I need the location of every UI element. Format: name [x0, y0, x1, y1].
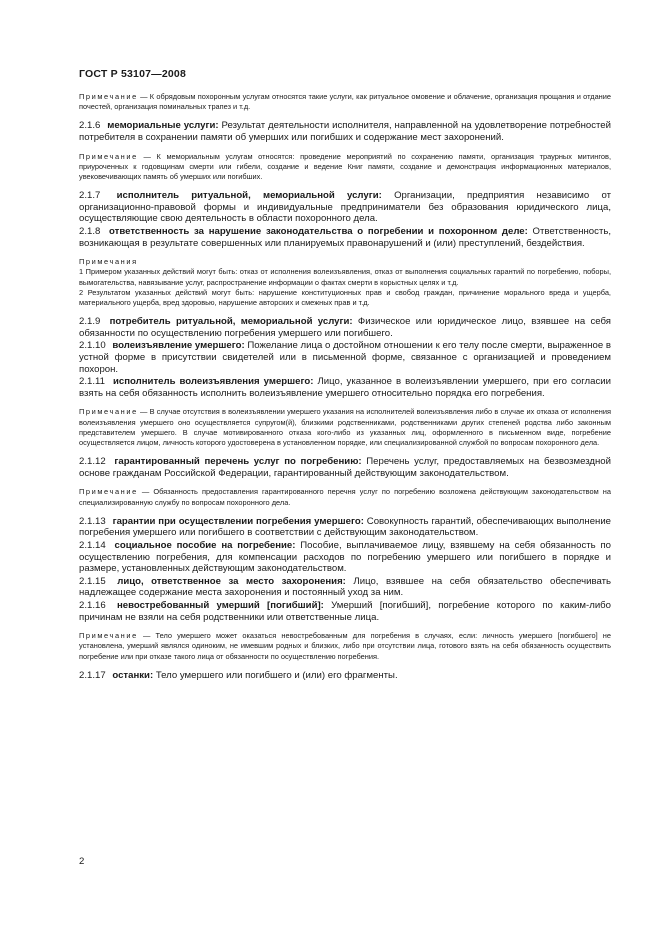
term: останки: [112, 669, 154, 681]
term: ответственность за нарушение законодательства о погребении и похоронном деле: [109, 225, 528, 237]
page-number: 2 [79, 856, 85, 867]
note-4: Примечание — В случае отсутствия в волеизъявлении умершего указания на исполнителей волеизъявления либо в случае их отказа от исполнения волеизъявления умершего оно осуществляется супругом(й), близкими родственниками, родственниками других степеней родства либо законным представителем умершего. В случае мотивированного отказа кого-либо из указанных лиц, оформленного в письменном виде, погребение осуществляется лицом, личность которого удостоверена в установленном порядке, или специализированной службой по вопросам похоронного дела. [79, 407, 611, 447]
definition-2-1-17: 2.1.17 останки: Тело умершего или погибшего и (или) его фрагменты. [79, 669, 398, 681]
term: гарантии при осуществлении погребения умершего: [112, 515, 364, 527]
note-6: Примечание — Тело умершего может оказаться невостребованным для погребения в случаях, если: личность умершего [погибшего] не установлена, умерший являлся одиноким, не имевшим родных и близких, либо при отсутствии лица, готового взять на себя обязанность осуществить погребение или при отказе такого лица от обязанности по осуществлению погребения. [79, 631, 612, 661]
definition-2-1-9: 2.1.9 потребитель ритуальной, мемориальной услуги: Физическое или юридическое лицо, взявшее на себя обязанности по осуществлению погребения умершего или погибшего. [79, 316, 611, 339]
term: исполнитель волеизъявления умершего: [113, 376, 314, 388]
definition-2-1-12: 2.1.12 гарантированный перечень услуг по погребению: Перечень услуг, предоставляемых на безвозмездной основе гражданам Российской Федерации, гарантированный действующим законодательством. [79, 456, 611, 479]
note-item-2: 2 Результатом указанных действий могут быть: нарушение конституционных прав и свобод граждан, причинение морального вреда и ущерба, материального ущерба, вред здоровью, нарушение авторских и смежных прав и т.д. [79, 287, 611, 307]
definition-2-1-13: 2.1.13 гарантии при осуществлении погребения умершего: Совокупность гарантий, обеспечивающих выполнение погребения умершего или погибшего в соответствии с действующим законодательством. [79, 515, 612, 539]
document-body [79, 92, 611, 682]
definition-2-1-6: 2.1.6 мемориальные услуги: Результат деятельности исполнителя, направленной на удовлетворение потребностей потребителя в сохранении памяти об умерших или погибших и содержание мест захоронений. [79, 120, 612, 143]
note-2: Примечание — К мемориальным услугам относятся: проведение мероприятий по сохранению памяти, организация траурных митингов, приуроченных к годовщинам смерти или гибели, создание и ведение Книг памяти, создание и демонстрация информационных материалов, увековечивающих память об умерших или погибших. [79, 151, 612, 181]
term: гарантированный перечень услуг по погребению: [114, 456, 362, 468]
definition-2-1-14: 2.1.14 социальное пособие на погребение: Пособие, выплачиваемое лицу, взявшему на себя обязанность по осуществлению погребения, для компенсации расходов по погребению умершего или погибшего в порядке и размере, установленных действующим законодательством. [79, 539, 611, 575]
definition-2-1-11: 2.1.11 исполнитель волеизъявления умершего: Лицо, указанное в волеизъявлении умершего, при его согласии взять на себя обязанность исполнить волеизъявление умершего относительно порядка его погребения. [79, 376, 612, 399]
notes-heading: Примечания [79, 257, 138, 267]
term: потребитель ритуальной, мемориальной услуги: [109, 316, 353, 328]
note-item-1: 1 Примером указанных действий могут быть: отказ от исполнения волеизъявления, отказ от выполнения социальных гарантий по погребению, поборы, вымогательства, навязывание услуг, распространение информации о фактах смерти в корыстных целях и т.д. [79, 267, 611, 287]
note-5: Примечание — Обязанность предоставления гарантированного перечня услуг по погребению возложена действующим законодательством на специализированную службу по вопросам похоронного дела. [79, 487, 611, 507]
term: исполнитель ритуальной, мемориальной услуги: [116, 190, 382, 202]
term: социальное пособие на погребение: [114, 539, 296, 551]
definition-2-1-8: 2.1.8 ответственность за нарушение законодательства о погребении и похоронном деле: Ответственность, возникающая в результате совершенных или планируемых правонарушений и (или) преступлений, бездействия. [79, 225, 611, 249]
term: лицо, ответственное за место захоронения: [117, 575, 346, 587]
term: мемориальные услуги: [107, 120, 219, 132]
term: волеизъявление умершего: [112, 340, 245, 352]
definition-2-1-7: 2.1.7 исполнитель ритуальной, мемориальной услуги: Организации, предприятия независимо от организационно-правовой формы и индивидуальные предприниматели без образования юридического лица, осуществляющие свою деятельность в области похоронного дела. [79, 190, 611, 225]
definition-2-1-15: 2.1.15 лицо, ответственное за место захоронения: Лицо, взявшее на себя обязательство обеспечивать надлежащее содержание места захоронения и постоянный уход за ним. [79, 575, 611, 599]
definition-2-1-10: 2.1.10 волеизъявление умершего: Пожелание лица о достойном отношении к его телу после смерти, выраженное в устной форме в присутствии свидетелей или в письменной форме, связанное с организацией и проведением похорон. [79, 340, 611, 375]
page-header: ГОСТ Р 53107—2008 [79, 68, 187, 80]
definition-2-1-16: 2.1.16 невостребованный умерший [погибший]: Умерший [погибший], погребение которого по каким-либо причинам не взяли на себя родственники или ответственные лица. [79, 599, 612, 623]
note-1: Примечание — К обрядовым похоронным услугам относятся такие услуги, как ритуальное омовение и облачение, организация прощания и отдание почестей, организация поминальных трапез и т.д. [79, 92, 611, 112]
term: невостребованный умерший [погибший]: [116, 599, 324, 611]
